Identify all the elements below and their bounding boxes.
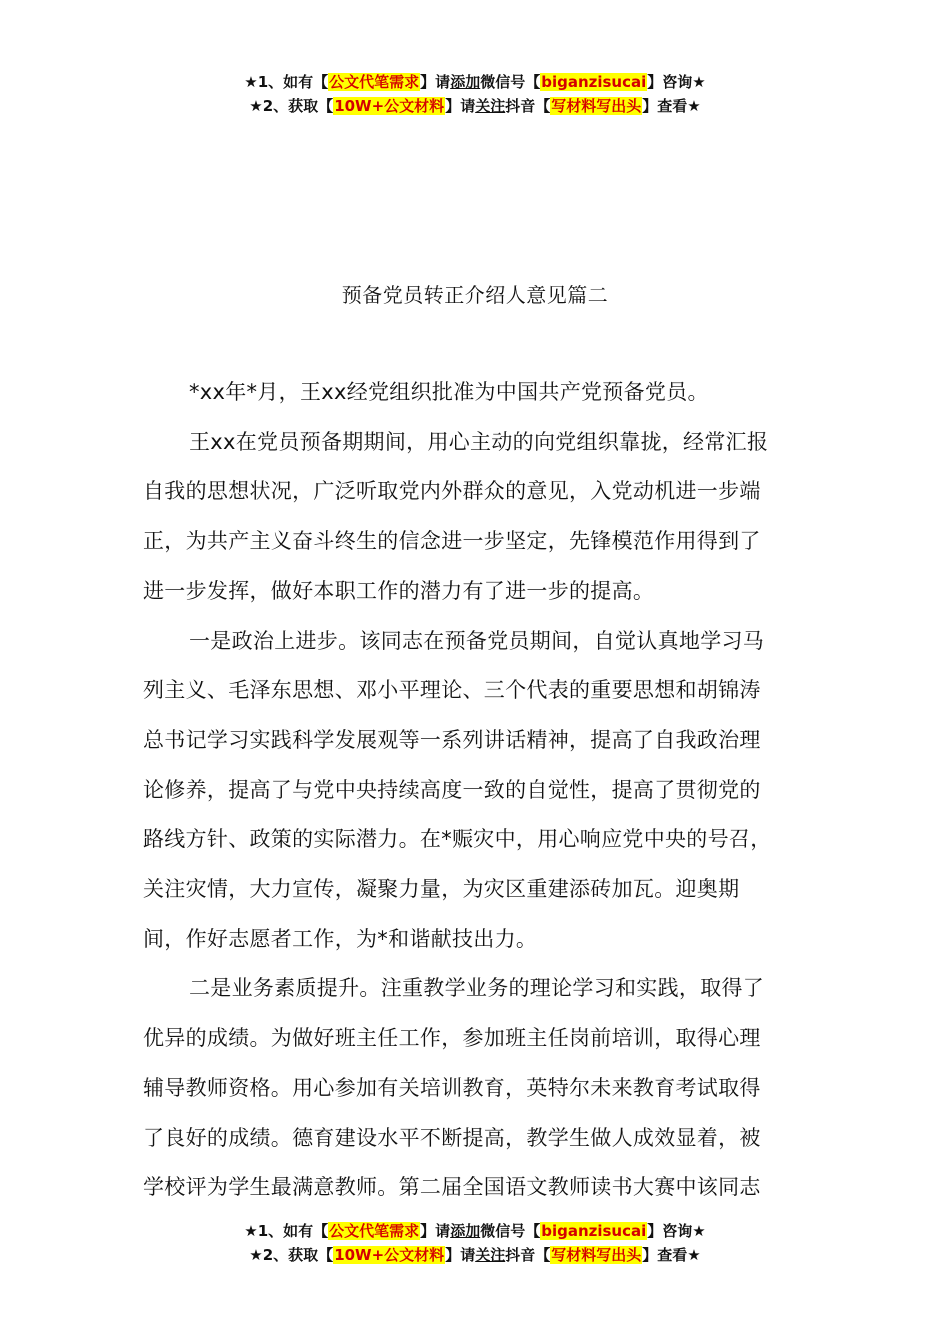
body-line: 学校评为学生最满意教师。第二届全国语文教师读书大赛中该同志 bbox=[143, 1175, 761, 1200]
promo-text: ★1、如有【 bbox=[244, 1222, 329, 1240]
promo-text: 】请 bbox=[445, 97, 476, 115]
body-line: 间，作好志愿者工作，为*和谐献技出力。 bbox=[143, 926, 538, 951]
document-body bbox=[143, 368, 807, 1213]
promo-text: 】咨询★ bbox=[647, 1222, 706, 1240]
body-line: 优异的成绩。为做好班主任工作，参加班主任岗前培训，取得心理 bbox=[143, 1026, 761, 1051]
promo-line-1 bbox=[0, 70, 950, 94]
promo-line-2 bbox=[0, 94, 950, 118]
body-line: 王xx在党员预备期期间，用心主动的向党组织靠拢，经常汇报 bbox=[189, 429, 769, 454]
body-line: 论修养，提高了与党中央持续高度一致的自觉性，提高了贯彻党的 bbox=[143, 777, 761, 802]
promo-text: 微信号【 bbox=[480, 73, 541, 91]
promo-text: ★2、获取【 bbox=[249, 97, 334, 115]
body-line: 路线方针、政策的实际潜力。在*赈灾中，用心响应党中央的号召， bbox=[143, 827, 772, 852]
promo-text: 】查看★ bbox=[642, 1246, 701, 1264]
promo-text: ★2、获取【 bbox=[249, 1246, 334, 1264]
promo-text: 】查看★ bbox=[642, 97, 701, 115]
promo-text: 抖音【 bbox=[505, 97, 551, 115]
body-line: 正，为共产主义奋斗终生的信念进一步坚定，先锋模范作用得到了 bbox=[143, 529, 761, 554]
highlight-writing-service: 公文代笔需求 bbox=[329, 1222, 420, 1240]
highlight-wechat-id: biganzisucai bbox=[541, 1222, 647, 1240]
body-line: 关注灾情，大力宣传，凝聚力量，为灾区重建添砖加瓦。迎奥期 bbox=[143, 877, 740, 902]
document-title: 预备党员转正介绍人意见篇二 bbox=[341, 283, 609, 307]
highlight-materials: 10W+公文材料 bbox=[334, 1246, 445, 1264]
body-line: *xx年*月，王xx经党组织批准为中国共产党预备党员。 bbox=[189, 380, 709, 404]
promo-text: 】请 bbox=[420, 73, 451, 91]
body-line: 进一步发挥，做好本职工作的潜力有了进一步的提高。 bbox=[143, 578, 655, 603]
header-promo-banner bbox=[0, 70, 950, 118]
promo-text: 】请 bbox=[445, 1246, 476, 1264]
body-line: 一是政治上进步。该同志在预备党员期间，自觉认真地学习马 bbox=[189, 628, 765, 653]
promo-text: 抖音【 bbox=[505, 1246, 551, 1264]
footer-promo-banner bbox=[0, 1219, 950, 1267]
highlight-wechat-id: biganzisucai bbox=[541, 73, 647, 91]
promo-underlined-text: 添加 bbox=[450, 73, 481, 91]
highlight-douyin-account: 写材料写出头 bbox=[551, 97, 642, 115]
body-line: 自我的思想状况，广泛听取党内外群众的意见，入党动机进一步端 bbox=[143, 479, 761, 504]
promo-underlined-text: 关注 bbox=[475, 97, 506, 115]
promo-line-2 bbox=[0, 1243, 950, 1267]
promo-text: 微信号【 bbox=[480, 1222, 541, 1240]
body-line: 二是业务素质提升。注重教学业务的理论学习和实践，取得了 bbox=[189, 976, 765, 1001]
promo-underlined-text: 关注 bbox=[475, 1246, 506, 1264]
body-line: 辅导教师资格。用心参加有关培训教育，英特尔未来教育考试取得 bbox=[143, 1075, 761, 1100]
promo-line-1 bbox=[0, 1219, 950, 1243]
body-line: 总书记学习实践科学发展观等一系列讲话精神，提高了自我政治理 bbox=[143, 727, 761, 752]
promo-text: 】请 bbox=[420, 1222, 451, 1240]
highlight-writing-service: 公文代笔需求 bbox=[329, 73, 420, 91]
promo-text: ★1、如有【 bbox=[244, 73, 329, 91]
highlight-materials: 10W+公文材料 bbox=[334, 97, 445, 115]
highlight-douyin-account: 写材料写出头 bbox=[551, 1246, 642, 1264]
promo-underlined-text: 添加 bbox=[450, 1222, 481, 1240]
body-line: 列主义、毛泽东思想、邓小平理论、三个代表的重要思想和胡锦涛 bbox=[143, 678, 761, 703]
body-line: 了良好的成绩。德育建设水平不断提高，教学生做人成效显着，被 bbox=[143, 1125, 761, 1150]
promo-text: 】咨询★ bbox=[647, 73, 706, 91]
